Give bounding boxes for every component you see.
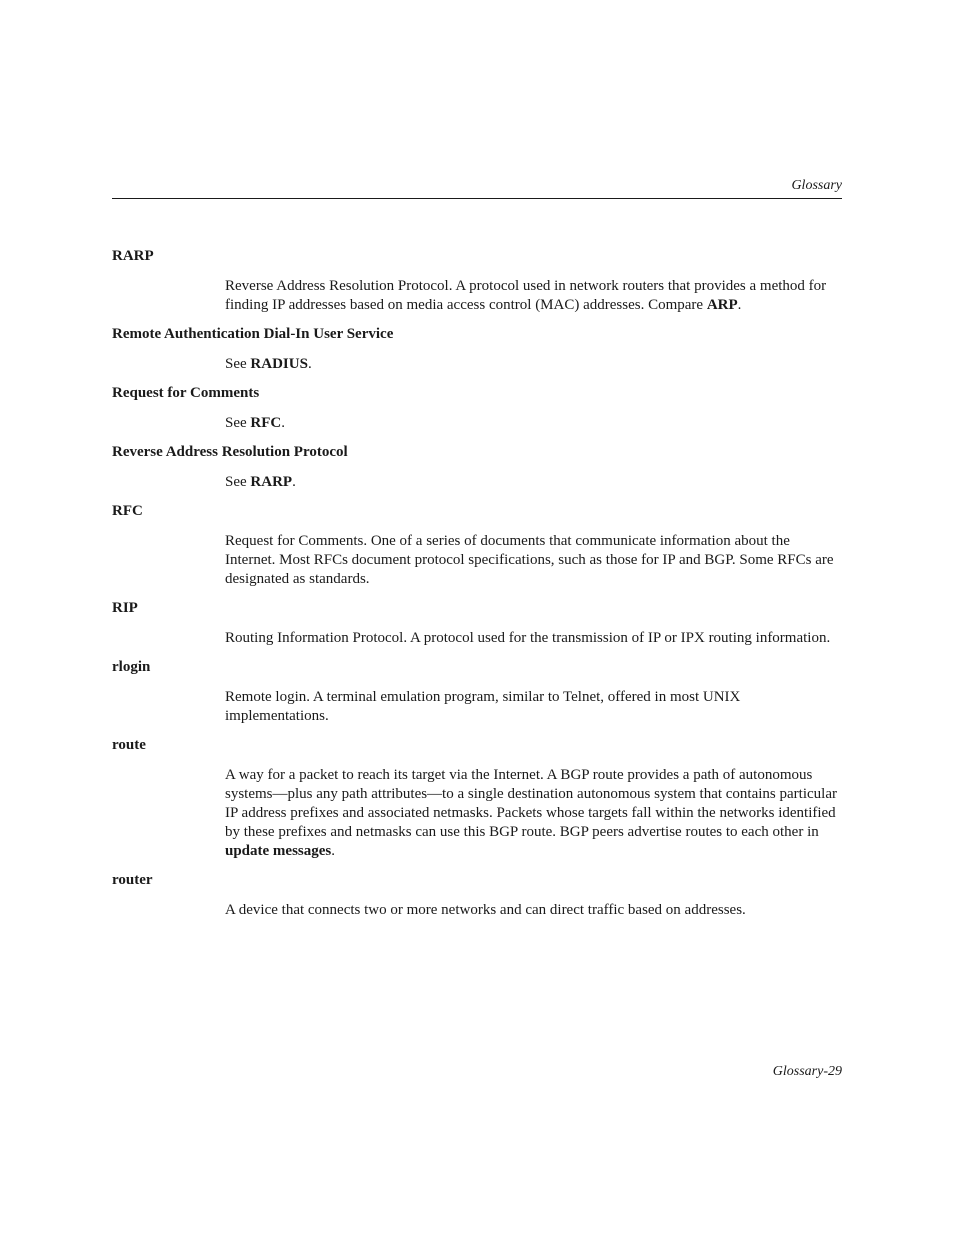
- glossary-term: Reverse Address Resolution Protocol: [112, 444, 348, 460]
- glossary-entry: [112, 599, 842, 658]
- glossary-definition: [225, 355, 842, 384]
- glossary-definition: Routing Information Protocol. A protocol used for the transmission of IP or IPX routing information.: [225, 630, 831, 646]
- glossary-entry: [112, 247, 842, 325]
- definition-tail: .: [292, 474, 296, 490]
- cross-reference: ARP: [706, 297, 738, 313]
- running-head: Glossary: [791, 178, 842, 193]
- glossary-entry: [112, 325, 842, 384]
- cross-reference: RFC: [250, 415, 282, 431]
- glossary-definition: [225, 414, 842, 443]
- glossary-definition: Request for Comments. One of a series of documents that communicate information about the Internet. Most RFCs document protocol specifications, such as those for IP and BGP. Some RFCs are designated as standards.: [225, 533, 834, 587]
- glossary-term: Request for Comments: [112, 385, 260, 401]
- glossary-entry: [112, 384, 842, 443]
- glossary-term: RIP: [112, 600, 138, 616]
- cross-reference: RADIUS: [250, 356, 308, 372]
- glossary-entry: [112, 443, 842, 502]
- definition-text: Reverse Address Resolution Protocol. A protocol used in network routers that provides a method for finding IP addresses based on media access control (MAC) addresses. Compare: [225, 278, 827, 313]
- glossary-definition: [225, 277, 842, 325]
- cross-reference: RARP: [250, 474, 293, 490]
- definition-tail: .: [737, 297, 742, 313]
- definition-tail: .: [307, 356, 312, 372]
- header-rule: [112, 198, 842, 199]
- glossary-entries: [112, 247, 842, 930]
- glossary-entry: [112, 736, 842, 871]
- glossary-term: Remote Authentication Dial-In User Service: [112, 326, 394, 342]
- cross-reference: update messages: [225, 843, 332, 859]
- glossary-term: RFC: [112, 503, 143, 519]
- glossary-entry: [112, 658, 842, 736]
- definition-text: See: [225, 415, 251, 431]
- glossary-entry: [112, 871, 842, 930]
- glossary-term: route: [112, 737, 146, 753]
- glossary-definition: A device that connects two or more networks and can direct traffic based on addresses.: [225, 902, 746, 918]
- glossary-definition: Remote login. A terminal emulation program, similar to Telnet, offered in most UNIX implementations.: [225, 689, 741, 724]
- definition-text: A way for a packet to reach its target via the Internet. A BGP route provides a path of autonomous systems—plus any path attributes—to a single destination autonomous system that contains particular IP address prefixes and associated netmasks. Packets whose targets fall within the networks identified by these prefixes and netmasks can use this BGP route. BGP peers advertise routes to each other in: [225, 767, 837, 840]
- glossary-term: RARP: [112, 248, 154, 264]
- glossary-definition: [225, 473, 842, 502]
- glossary-term: router: [112, 872, 153, 888]
- glossary-entry: [112, 502, 842, 599]
- definition-text: See: [225, 474, 251, 490]
- glossary-definition: [225, 766, 842, 871]
- page-number: Glossary-29: [772, 1064, 842, 1079]
- definition-tail: .: [331, 843, 336, 859]
- definition-text: See: [225, 356, 251, 372]
- definition-tail: .: [281, 415, 285, 431]
- glossary-term: rlogin: [112, 659, 151, 675]
